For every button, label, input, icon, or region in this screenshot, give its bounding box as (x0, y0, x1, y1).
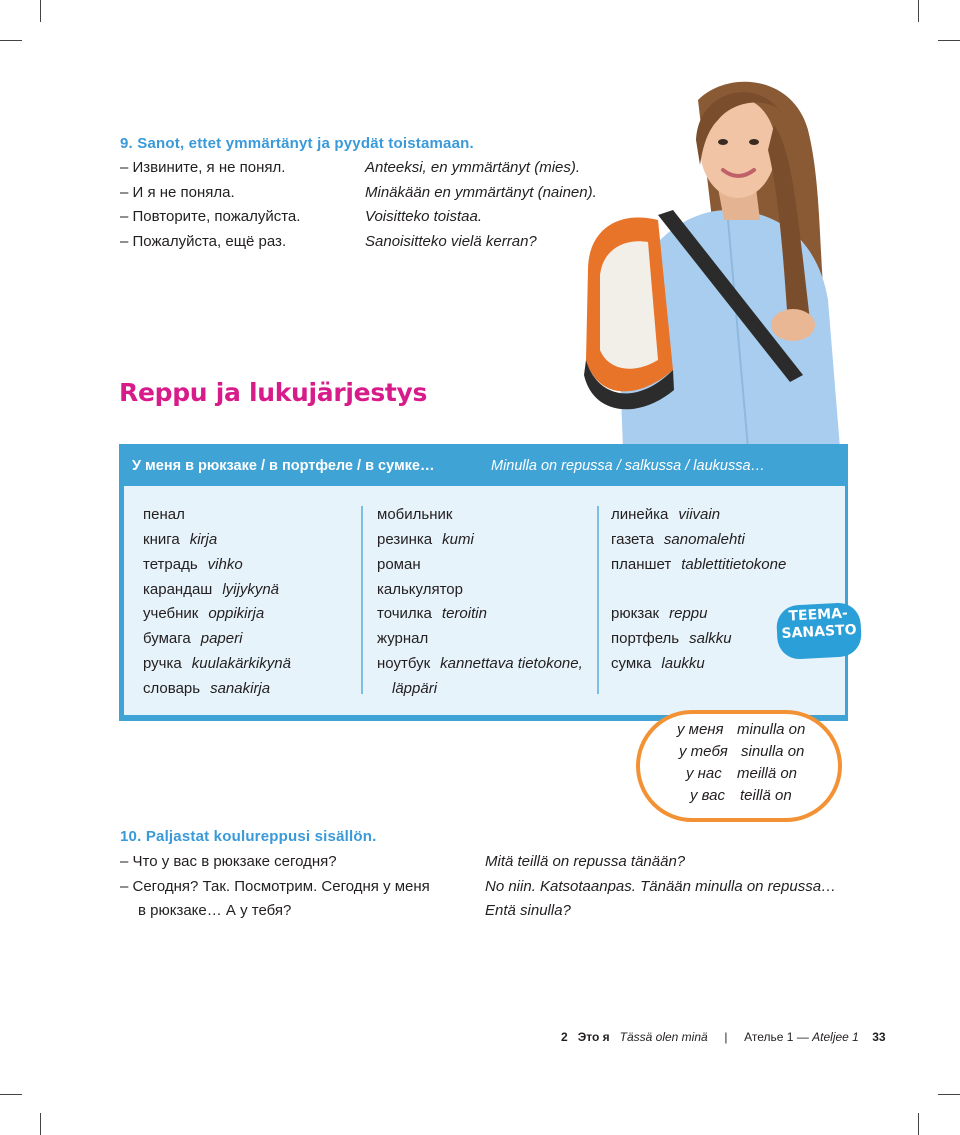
crop-mark (0, 1094, 22, 1095)
vocab-item: книга kirja (143, 531, 218, 548)
fi-line: Minäkään en ymmärtänyt (nainen). (365, 183, 597, 201)
fi-line: Sanoisitteko vielä kerran? (365, 232, 537, 250)
vocab-item: учебник oppikirja (143, 605, 265, 622)
exercise-9-ru-lines (120, 156, 300, 254)
footer-book-ru: Ателье 1 (744, 1030, 794, 1044)
footer-chapter-ru: Это я (577, 1030, 610, 1044)
fi-line: Entä sinulla? (485, 902, 571, 919)
vocab-item: точилка teroitin (377, 605, 487, 622)
crop-mark (938, 1094, 960, 1095)
ru-line: – И я не поняла. (120, 183, 235, 201)
teemasanasto-badge (776, 602, 863, 660)
pronoun-ru: у нас (686, 765, 722, 782)
exercise-10-title: 10. Paljastat koulureppusi sisällön. (120, 828, 377, 845)
badge-line: TEEMA- (788, 605, 849, 625)
exercise-10-ru-lines (120, 850, 430, 924)
vocab-item: журнал (377, 630, 429, 647)
vocab-item: калькулятор (377, 581, 463, 598)
vocab-header-ru: У меня в рюкзаке / в портфеле / в сумке… (132, 458, 435, 474)
exercise-9-title: 9. Sanot, ettet ymmärtänyt ja pyydät toistamaan. (120, 135, 474, 152)
vocab-item: словарь sanakirja (143, 680, 271, 697)
pronoun-fi: minulla on (737, 721, 806, 738)
ru-line: – Что у вас в рюкзаке сегодня? (120, 853, 337, 870)
page-footer (561, 1030, 886, 1044)
crop-mark (40, 1113, 41, 1135)
pronoun-fi: sinulla on (741, 743, 805, 760)
ru-line: – Повторите, пожалуйста. (120, 208, 301, 225)
footer-chapter-fi: Tässä olen minä (619, 1030, 708, 1044)
vocab-item: линейка viivain (611, 506, 721, 523)
crop-mark (918, 1113, 919, 1135)
vocab-item: газета sanomalehti (611, 531, 745, 548)
crop-mark (40, 0, 41, 22)
footer-separator: | (724, 1030, 728, 1044)
pronoun-fi: meillä on (737, 765, 798, 782)
section-title: Reppu ja lukujärjestys (119, 378, 428, 407)
vocab-item: мобильник (377, 506, 453, 523)
vocab-item: роман (377, 556, 421, 573)
ru-line: – Пожалуйста, ещё раз. (120, 232, 287, 250)
vocab-item: портфель salkku (611, 630, 732, 647)
vocab-item: ручка kuulakärkikynä (143, 655, 291, 672)
vocab-item: резинка kumi (377, 531, 474, 548)
fi-line: Mitä teillä on repussa tänään? (485, 853, 686, 870)
ru-line: – Сегодня? Так. Посмотрим. Сегодня у меня (120, 877, 430, 895)
ru-line: в рюкзаке… А у тебя? (138, 902, 292, 919)
fi-line: No niin. Katsotaanpas. Tänään minulla on repussa… (485, 877, 837, 895)
page-number: 33 (872, 1030, 886, 1044)
badge-line: SANASTO (781, 622, 857, 642)
fi-line: Voisitteko toistaa. (365, 208, 483, 225)
vocab-item: сумка laukku (611, 655, 705, 672)
fi-line: Anteeksi, en ymmärtänyt (mies). (365, 159, 581, 176)
pronoun-ru: у меня (677, 721, 724, 738)
vocab-item: пенал (143, 506, 185, 523)
vocab-item: планшет tablettitietokone (611, 556, 787, 573)
ru-line: – Извините, я не понял. (120, 159, 286, 176)
student-with-backpack-photo (578, 70, 850, 448)
vocab-header-fi: Minulla on repussa / salkussa / laukussa… (491, 458, 766, 474)
column-divider (361, 506, 363, 694)
vocab-item: тетрадь vihko (143, 556, 243, 573)
exercise-9-fi-lines (365, 156, 597, 254)
pronoun-ru: у тебя (679, 743, 728, 760)
crop-mark (938, 40, 960, 41)
vocab-item: бумага paperi (143, 630, 243, 647)
pronoun-fi: teillä on (740, 787, 792, 804)
vocab-item: ноутбук kannettava tietokone, (377, 655, 583, 672)
vocab-item: карандаш lyijykynä (143, 581, 280, 598)
vocab-item: läppäri (392, 680, 438, 697)
footer-dash: — (796, 1030, 809, 1044)
crop-mark (918, 0, 919, 22)
exercise-10-fi-lines (485, 850, 836, 924)
vocab-box-header (119, 444, 848, 486)
crop-mark (0, 40, 22, 41)
footer-chapter-number: 2 (561, 1030, 568, 1044)
pronoun-ru: у вас (690, 787, 726, 804)
column-divider (597, 506, 599, 694)
vocab-item: рюкзак reppu (611, 605, 708, 622)
footer-book-fi: Ateljee 1 (812, 1030, 859, 1044)
